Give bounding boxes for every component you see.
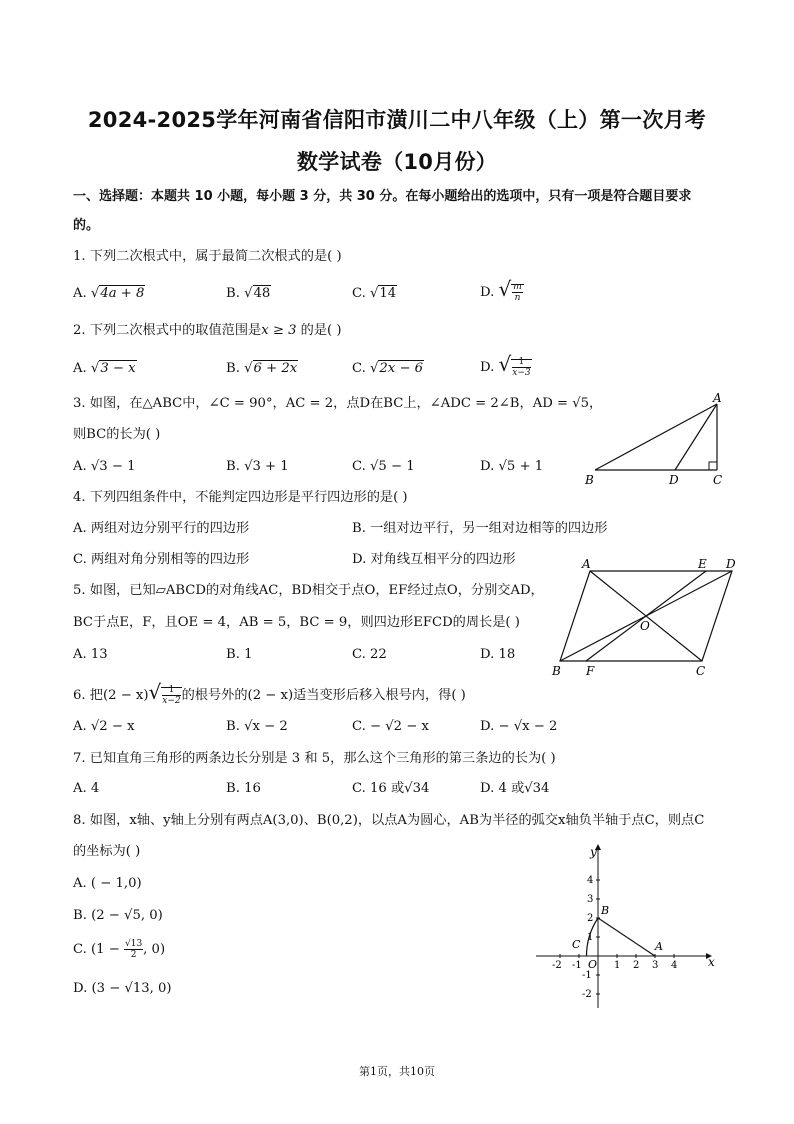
q6-option-b: B. √x − 2	[226, 719, 288, 734]
q7-option-b: B. 16	[226, 781, 261, 796]
q2-stem: 2. 下列二次根式中的取值范围是x ≥ 3 的是( )	[73, 323, 342, 338]
q8-option-d: D. (3 − √13, 0)	[73, 981, 172, 996]
q6-option-a: A. √2 − x	[73, 719, 135, 734]
q8-label-b: B	[601, 904, 610, 917]
q8-x-axis-label: x	[708, 955, 715, 969]
q8-y-axis-label: y	[590, 845, 597, 859]
q1-option-a: A. √4a + 8	[73, 286, 145, 301]
q3-option-c: C. √5 − 1	[352, 459, 415, 474]
q1-option-d: D. √ $\frac{m}{n}$	[480, 277, 522, 303]
q4-option-a: A. 两组对边分别平行的四边形	[73, 521, 250, 536]
q8-option-b: B. (2 − √5, 0)	[73, 908, 163, 923]
q4-stem: 4. 下列四组条件中，不能判定四边形是平行四边形的是( )	[73, 490, 408, 505]
q5-label-c: C	[696, 664, 706, 678]
q3-label-b: B	[585, 473, 594, 487]
q3-stem-line1: 3. 如图，在△ABC中，∠C = 90°，AC = 2，点D在BC上，∠ADC = 2∠B，AD = √5，	[73, 396, 603, 411]
q1-option-b: B. √48	[226, 286, 271, 301]
q8-xtick: -2	[552, 960, 562, 971]
q5-label-o: O	[640, 619, 650, 633]
q5-parallelogram-figure	[548, 555, 748, 680]
q4-option-d: D. 对角线互相平分的四边形	[352, 552, 516, 567]
q3-option-b: B. √3 + 1	[226, 459, 289, 474]
q3-label-d: D	[669, 473, 679, 487]
q5-label-a: A	[582, 557, 591, 571]
q5-label-f: F	[586, 664, 595, 678]
q7-stem: 7. 已知直角三角形的两条边长分别是 3 和 5，那么这个三角形的第三条边的长为( )	[73, 751, 556, 766]
q4-option-c: C. 两组对角分别相等的四边形	[73, 552, 250, 567]
q8-ytick: -2	[582, 989, 592, 1000]
q3-option-d: D. √5 + 1	[480, 459, 544, 474]
q8-ytick: 2	[587, 913, 594, 924]
q8-ytick: 3	[587, 894, 594, 905]
q5-stem-line1: 5. 如图，已知▱ABCD的对角线AC，BD相交于点O，EF经过点O，分别交AD，	[73, 583, 544, 598]
q2-option-c: C. √2x − 6	[352, 361, 424, 376]
q5-label-d: D	[726, 557, 736, 571]
q7-option-c: C. 16 或√34	[352, 781, 430, 796]
q8-xtick: 4	[671, 960, 678, 971]
q8-ytick: -1	[582, 970, 592, 981]
q5-option-a: A. 13	[73, 647, 108, 662]
q8-label-o: O	[588, 958, 598, 971]
q5-option-c: C. 22	[352, 647, 387, 662]
q7-option-d: D. 4 或√34	[480, 781, 550, 796]
q1-stem: 1. 下列二次根式中，属于最简二次根式的是( )	[73, 249, 342, 264]
q5-option-b: B. 1	[226, 647, 253, 662]
q8-xtick: 2	[633, 960, 640, 971]
q8-xtick: 1	[614, 960, 621, 971]
q8-label-a: A	[655, 940, 663, 953]
q8-stem-line1: 8. 如图，x轴、y轴上分别有两点A(3,0)、B(0,2)，以点A为圆心，AB为半径的弧交x轴负半轴于点C，则点C	[73, 813, 705, 828]
q5-stem-line2: BC于点E，F，且OE = 4，AB = 5，BC = 9，则四边形EFCD的周长是( )	[73, 615, 520, 630]
q3-option-a: A. √3 − 1	[73, 459, 136, 474]
page-footer: 第1页，共10页	[359, 1065, 435, 1078]
q8-label-c: C	[572, 938, 581, 951]
q2-option-a: A. √3 − x	[73, 361, 136, 376]
q3-label-c: C	[713, 473, 723, 487]
exam-title-line1: 2024-2025学年河南省信阳市潢川二中八年级（上）第一次月考	[87, 108, 707, 132]
q8-stem-line2: 的坐标为( )	[73, 844, 141, 859]
q3-stem-line2: 则BC的长为( )	[73, 427, 161, 442]
q5-label-b: B	[552, 664, 561, 678]
q8-ytick: 1	[587, 932, 594, 943]
q6-option-d: D. − √x − 2	[480, 719, 558, 734]
q5-label-e: E	[698, 557, 707, 571]
q2-option-d: D. √ $\frac{1}{x-3}$	[480, 352, 531, 378]
q8-coordinate-figure	[530, 842, 720, 1012]
q2-option-b: B. √6 + 2x	[226, 361, 298, 376]
q8-xtick: 3	[652, 960, 659, 971]
q8-option-a: A. ( − 1,0)	[73, 876, 142, 891]
q8-option-c: C. (1 − $\frac{√13}{2}$ , 0)	[73, 939, 166, 960]
q4-option-b: B. 一组对边平行，另一组对边相等的四边形	[352, 521, 608, 536]
section-instructions: 一、选择题：本题共 10 小题，每小题 3 分，共 30 分。在每小题给出的选项中，只有一项是符合题目要求	[73, 189, 692, 204]
q3-triangle-figure	[575, 390, 735, 490]
q8-xtick: -1	[572, 960, 582, 971]
q6-option-c: C. − √2 − x	[352, 719, 429, 734]
q7-option-a: A. 4	[73, 781, 100, 796]
q8-ytick: 4	[587, 875, 594, 886]
exam-title-line2: 数学试卷（10月份）	[296, 150, 498, 174]
q3-label-a: A	[713, 391, 722, 405]
q5-option-d: D. 18	[480, 647, 516, 662]
q1-option-c: C. √14	[352, 286, 397, 301]
q6-stem: 6. 把(2 − x)√ $\frac{1}{x-2}$ 的根号外的(2 − x)适当变形后移入根号内，得( )	[73, 680, 466, 706]
section-instructions-cont: 的。	[73, 218, 100, 233]
